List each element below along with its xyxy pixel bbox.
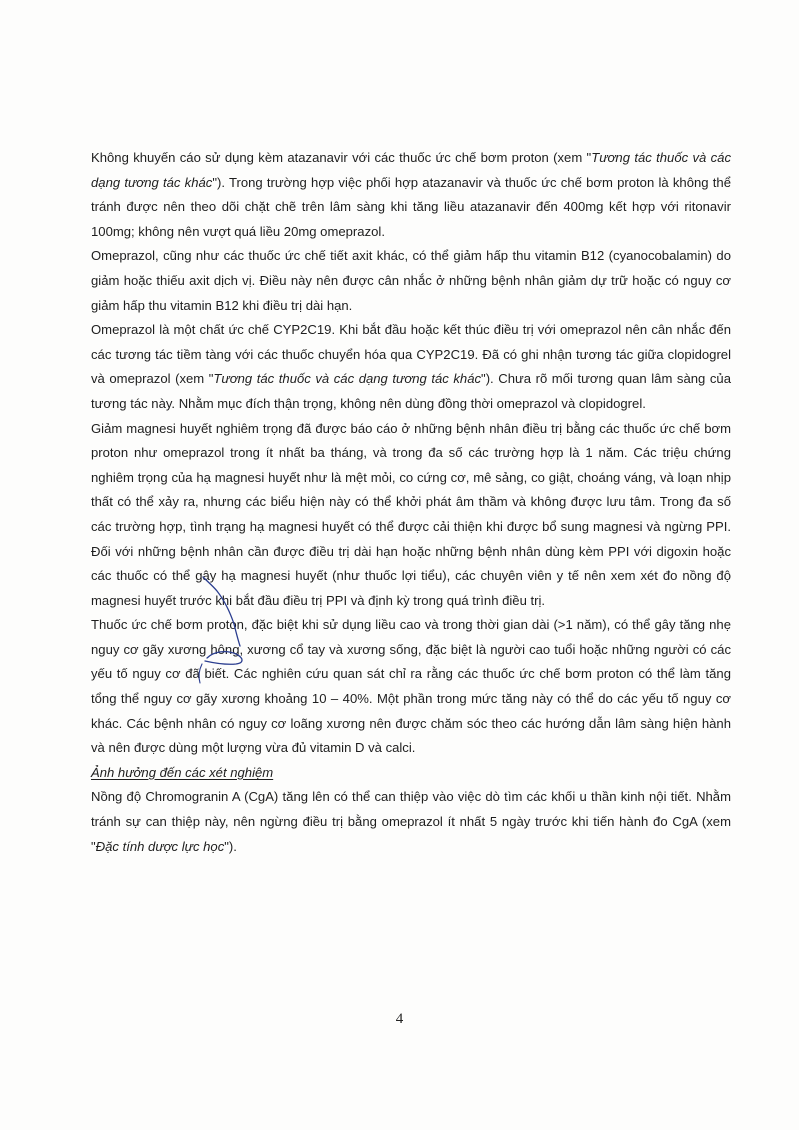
paragraph-text: Nồng độ Chromogranin A (CgA) tăng lên có thể can thiệp vào việc dò tìm các khối u thần kinh nội tiết. Nhằm tránh sự can thiệp này, nên ngừng điều trị bằng omeprazol ít nhất 5 ngày trước khi tiến hành đo CgA (xem ": [91, 789, 731, 854]
paragraph-chromogranin: [91, 785, 731, 859]
cross-reference: Tương tác thuốc và các dạng tương tác khác: [213, 371, 482, 387]
paragraph-text: Omeprazol, cũng như các thuốc ức chế tiết axit khác, có thể giảm hấp thu vitamin B12 (cyanocobalamin) do giảm hoặc thiếu axit dịch vị. Điều này nên được cân nhắc ở những bệnh nhân giảm dự trữ hoặc có nguy cơ giảm hấp thu vitamin B12 khi điều trị dài hạn.: [91, 248, 731, 313]
page-number: 4: [395, 1011, 404, 1027]
paragraph-text: Omeprazol là một chất ức chế CYP2C19. Khi bắt đầu hoặc kết thúc điều trị với omeprazol nên cân nhắc đến các tương tác tiềm tàng với các thuốc chuyển hóa qua CYP2C19. Đã có ghi nhận tương tác giữa clopidogrel và omeprazol (xem ": [91, 322, 731, 387]
paragraph-text: "). Trong trường hợp việc phối hợp atazanavir và thuốc ức chế bơm proton là không thể tránh được nên theo dõi chặt chẽ trên lâm sàng khi tăng liều atazanavir đến 400mg kết hợp với ritonavir 100mg; không nên vượt quá liều 20mg omeprazol.: [91, 174, 731, 239]
paragraph-text: ").: [224, 838, 237, 854]
paragraph-fracture-risk: [91, 613, 731, 761]
paragraph-text: Thuốc ức chế bơm proton, đặc biệt khi sử dụng liều cao và trong thời gian dài (>1 năm), có thể gây tăng nhẹ nguy cơ gãy xương hông, xương cổ tay và xương sống, đặc biệt là người cao tuổi hoặc những người có các yếu tố nguy cơ đã biết. Các nghiên cứu quan sát chỉ ra rằng các thuốc ức chế bơm proton có thể làm tăng tổng thể nguy cơ gãy xương khoảng 10 – 40%. Một phần trong mức tăng này có thể do các yếu tố nguy cơ khác. Các bệnh nhân có nguy cơ loãng xương nên được chăm sóc theo các hướng dẫn lâm sàng hiện hành và nên được dùng một lượng vừa đủ vitamin D và calci.: [91, 617, 731, 756]
cross-reference: Đặc tính dược lực học: [95, 838, 225, 854]
section-heading: Ảnh hưởng đến các xét nghiệm: [91, 764, 274, 780]
paragraph-vitamin-b12: [91, 244, 731, 318]
cross-reference: Tương tác thuốc và các dạng tương tác khác: [91, 150, 732, 190]
paragraph-magnesium: [91, 417, 731, 614]
paragraph-text: "). Chưa rõ mối tương quan lâm sàng của tương tác này. Nhằm mục đích thận trọng, không nên dùng đồng thời omeprazol và clopidogrel.: [91, 371, 731, 411]
document-body: [91, 146, 731, 859]
paragraph-text: Không khuyến cáo sử dụng kèm atazanavir với các thuốc ức chế bơm proton (xem ": [91, 150, 592, 165]
paragraph-cyp2c19: [91, 318, 731, 416]
paragraph-atazanavir: [91, 146, 731, 244]
paragraph-text: Giảm magnesi huyết nghiêm trọng đã được báo cáo ở những bệnh nhân điều trị bằng các thuốc ức chế bơm proton như omeprazol trong ít nhất ba tháng, và trong đa số các trường hợp là 1 năm. Các triệu chứng nghiêm trọng của hạ magnesi huyết như là mệt mỏi, co cứng cơ, mê sảng, co giật, choáng váng, và loạn nhịp thất có thể xảy ra, nhưng các biểu hiện này có thể khởi phát âm thầm và không được lưu tâm. Trong đa số các trường hợp, tình trạng hạ magnesi huyết có thể được cải thiện khi được bổ sung magnesi và ngừng PPI. Đối với những bệnh nhân cần được điều trị dài hạn hoặc những bệnh nhân dùng kèm PPI với digoxin hoặc các thuốc có thể gây hạ magnesi huyết (như thuốc lợi tiểu), các chuyên viên y tế nên xem xét đo nồng độ magnesi huyết trước khi bắt đầu điều trị PPI và định kỳ trong quá trình điều trị.: [91, 420, 731, 608]
